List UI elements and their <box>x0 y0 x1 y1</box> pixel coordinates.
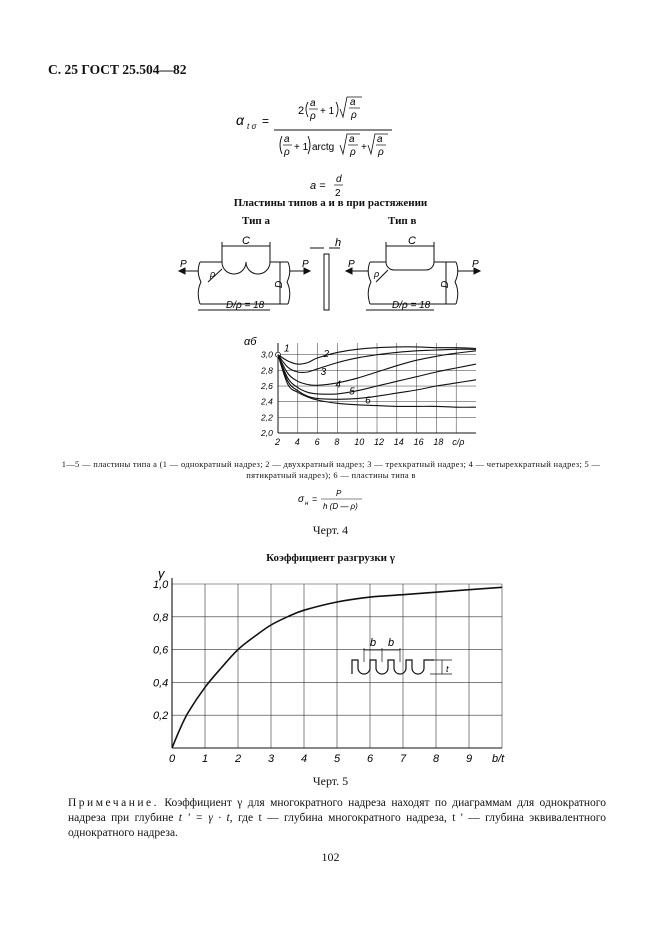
diagram-p2: P <box>302 259 309 270</box>
chart1-ytick: 2,4 <box>261 396 273 407</box>
chart1-ylabel: αб <box>244 336 257 348</box>
formula2-text: a = <box>310 180 326 192</box>
diagram-c-v: C <box>408 235 416 247</box>
diagram-h: h <box>335 237 342 249</box>
diagram-p4: P <box>472 259 479 270</box>
formula-den-rho: ρ <box>284 147 290 158</box>
chart2-ytick: 0,6 <box>153 644 169 657</box>
note-formula: t ' = γ · t <box>178 812 230 824</box>
formula-den-a: a <box>284 134 290 145</box>
chart2-xtick: 0 <box>169 753 176 765</box>
chart1-xtick: 2 <box>275 437 281 447</box>
type-v-label: Тип в <box>388 215 417 227</box>
diagram-p1: P <box>180 259 187 270</box>
chart2-ytick: 1,0 <box>153 579 169 591</box>
chart2-xtick: 6 <box>367 753 374 765</box>
formula2-d: d <box>336 174 342 185</box>
chart2-xtick: 2 <box>235 753 242 765</box>
chart2-xtick: 5 <box>334 753 341 765</box>
chart1-xtick: c/ρ <box>452 437 465 447</box>
formula-sigma <box>296 487 366 513</box>
chart1-series-label-4: 4 <box>335 379 341 391</box>
diagram-rho-v: ρ <box>374 269 380 279</box>
chart2-ylabel: γ <box>158 566 165 581</box>
chart2-xtick: 9 <box>466 753 473 765</box>
diagram-ratio-a: D/ρ = 18 <box>226 300 265 311</box>
note-label: Примечание. <box>68 797 159 809</box>
formula-sqrt-a: a <box>350 97 356 108</box>
chart2-xtick: 8 <box>433 753 440 765</box>
chart1-xtick: 16 <box>413 437 424 447</box>
chart1-ytick: 2,0 <box>261 428 273 438</box>
formula-lhs-sub: t σ <box>247 122 257 131</box>
diagram-d-a: D <box>274 280 285 288</box>
chart1-series-label-6: 6 <box>365 395 371 407</box>
sigma-num: P <box>336 489 342 498</box>
inset-b1: b <box>370 637 377 649</box>
inset-t: t <box>446 664 449 674</box>
multi-notch-inset <box>352 648 452 674</box>
chart2-ytick: 0,8 <box>153 611 169 624</box>
formula-num-rho: ρ <box>310 111 316 122</box>
note-text1: Коэффициент γ для многократного надреза находят по диаграммам для однократного надреза при глубине <box>68 797 606 824</box>
chart1-xtick: 12 <box>374 437 385 447</box>
formula-eq: = <box>262 114 270 128</box>
formula-den-plus1: + 1 <box>294 142 309 153</box>
chart1-series-label-2: 2 <box>323 349 330 361</box>
page-number: 102 <box>321 850 340 864</box>
chart1-xtick: 14 <box>393 437 404 447</box>
type-a-label: Тип а <box>242 215 270 227</box>
chart1-legend: 1—5 — пластины типа а (1 — однократный надрез; 2 — двухкратный надрез; 3 — трехкратный надрез; 4 — четырехкратный надрез; 5 — пятикратный надрез); 6 — пластины типа в <box>61 459 601 480</box>
chart1-ytick: 2,2 <box>261 412 273 423</box>
chart1-series-label-1: 1 <box>283 343 290 355</box>
chart1-xtick: 10 <box>354 437 365 447</box>
formula-den-sqrt-a: a <box>349 134 355 145</box>
formula-alpha <box>230 92 410 170</box>
chart-gamma <box>140 562 520 774</box>
formula-num-a: a <box>310 98 316 109</box>
diagram-c-a: C <box>242 235 250 247</box>
formula-a-eq-d2 <box>308 172 348 200</box>
chart-alpha <box>240 333 500 453</box>
caption-4: Черт. 4 <box>312 523 349 537</box>
svg-text:=: = <box>312 494 318 504</box>
diagram-p3: P <box>348 259 355 270</box>
sigma-den: h (D — ρ) <box>323 502 358 511</box>
plate-diagram <box>170 232 490 318</box>
formula-num-plus1: + 1 <box>320 106 335 117</box>
formula-den-sqrt2-rho: ρ <box>378 147 384 158</box>
formula-den-sqrt-rho: ρ <box>350 147 356 158</box>
formula-sqrt-rho: ρ <box>351 110 357 121</box>
inset-b2: b <box>388 637 395 649</box>
chart1-xtick: 18 <box>433 437 444 447</box>
chart1-xtick: 4 <box>294 437 300 447</box>
page-header: С. 25 ГОСТ 25.504—82 <box>48 62 187 77</box>
chart2-ytick: 0,2 <box>153 710 169 723</box>
section-title: Пластины типов а и в при растяжении <box>233 197 428 209</box>
chart2-xtick: 7 <box>400 753 407 765</box>
chart1-xtick: 8 <box>334 437 340 447</box>
sigma-lhs: σ <box>298 494 305 505</box>
chart2-xtick: 1 <box>202 753 209 765</box>
chart1-ytick: 2,6 <box>261 381 273 392</box>
sigma-sub: н <box>305 501 309 507</box>
formula-den-sqrt2-a: a <box>377 134 383 145</box>
chart1-ytick: 3,0 <box>261 349 273 360</box>
chart1-xtick: 6 <box>314 437 320 447</box>
note-text2: , где t — глубина многократного надреза, t ' — глубина эквивалентного однократного надреза. <box>68 812 606 839</box>
chart2-ytick: 0,4 <box>153 677 169 690</box>
formula-arctg: arctg <box>312 142 335 153</box>
chart2-xtick: 4 <box>301 753 308 765</box>
diagram-rho-a: ρ <box>210 269 216 279</box>
formula-den-plus: + <box>361 142 367 153</box>
diagram-ratio-v: D/ρ = 18 <box>392 300 431 311</box>
chart2-title: Коэффициент разгрузки γ <box>266 552 395 564</box>
caption-5: Черт. 5 <box>312 774 349 788</box>
formula2-two: 2 <box>335 188 341 199</box>
note-paragraph <box>68 796 606 841</box>
chart2-xtick: 3 <box>268 753 275 765</box>
chart2-xtick: b/t <box>492 753 505 765</box>
chart1-series-label-5: 5 <box>349 386 355 398</box>
formula-lhs: α <box>236 112 244 128</box>
diagram-d-v: D <box>440 280 451 288</box>
chart1-series-label-3: 3 <box>320 367 327 379</box>
chart1-ytick: 2,8 <box>261 365 273 376</box>
formula-num-coef: 2 <box>298 105 305 117</box>
